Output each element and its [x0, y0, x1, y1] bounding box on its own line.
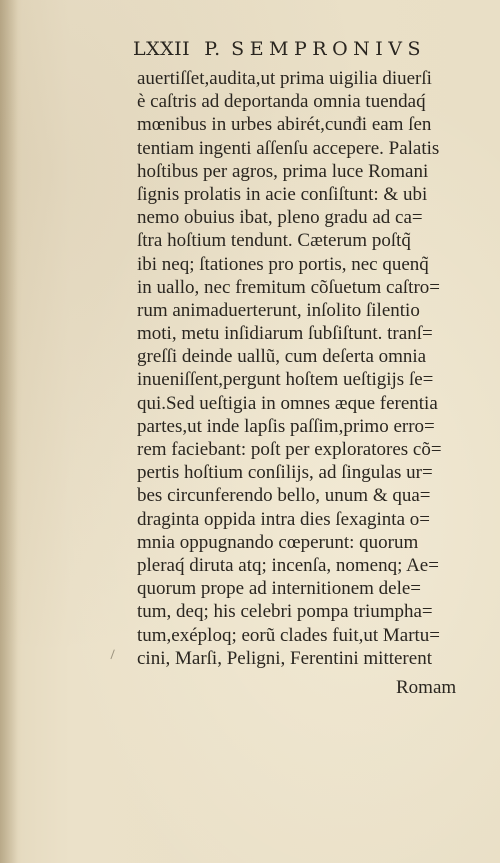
text-line: mœnibus in urbes abirét,cunđi eam ſen	[137, 114, 432, 136]
text-line: ſtra hoſtium tendunt. Cæterum poſtq̃	[137, 230, 411, 252]
header-name: SEMPRONIVS	[231, 38, 427, 60]
folio-number: LXXII	[133, 38, 191, 60]
text-line: mnia oppugnando cœperunt: quorum	[137, 531, 419, 553]
text-line: pertis hoſtium conſilijs, ad ſingulas ur=	[137, 462, 433, 484]
text-line: auertiſſet,audita,ut prima uigilia diuerſi	[137, 68, 432, 89]
text-line: quorum prope ad internitionem dele=	[137, 578, 422, 600]
text-line: tentiam ingenti aſſenſu accepere. Palatis	[137, 137, 440, 159]
gutter-shadow	[0, 0, 18, 863]
text-line: tum,exéploq; eorũ clades fuit,ut Martu=	[137, 624, 441, 646]
text-line: partes,ut inde lapſis paſſim,primo erro=	[137, 415, 435, 437]
text-line: qui.Sed ueſtigia in omnes æque ferentia	[137, 392, 438, 414]
text-line: tum, deq; his celebri pompa triumpha=	[137, 601, 433, 623]
text-line: greſſi deinde uallũ, cum deſerta omnia	[137, 346, 427, 368]
text-line: draginta oppida intra dies ſexaginta o=	[137, 508, 430, 530]
text-line: in uallo, nec fremitum cõſuetum caſtro=	[137, 276, 441, 298]
text-line: cini, Marſi, Peligni, Ferentini mitterent	[137, 647, 432, 669]
body-text	[137, 67, 482, 670]
running-header	[133, 38, 478, 60]
text-line: nemo obuius ibat, pleno gradu ad ca=	[137, 207, 423, 229]
text-line: ibi neq; ſtationes pro portis, nec quenq̃	[137, 253, 429, 275]
margin-mark	[110, 649, 118, 660]
text-line: inueniſſent,pergunt hoſtem ueſtigijs ſe=	[137, 369, 434, 391]
text-line: pleraq́ diruta atq; incenſa, nomenq; Ae=	[137, 554, 439, 576]
header-initial: P.	[204, 38, 222, 60]
text-line: hoſtibus per agros, prima luce Romani	[137, 160, 429, 182]
text-line: bes circunferendo bello, unum & qua=	[137, 485, 431, 507]
text-line: rem faciebant: poſt per exploratores cõ=	[137, 439, 442, 460]
text-line: rum animaduerterunt, inſolito ſilentio	[137, 299, 420, 321]
catchword: Romam	[396, 677, 457, 698]
text-line: moti, metu inſidiarum ſubſiſtunt. tranſ=	[137, 323, 433, 345]
text-line: è caſtris ad deportanda omnia tuendaq́	[137, 91, 426, 113]
text-line: ſignis prolatis in acie conſiſtunt: & ubi	[137, 183, 428, 205]
